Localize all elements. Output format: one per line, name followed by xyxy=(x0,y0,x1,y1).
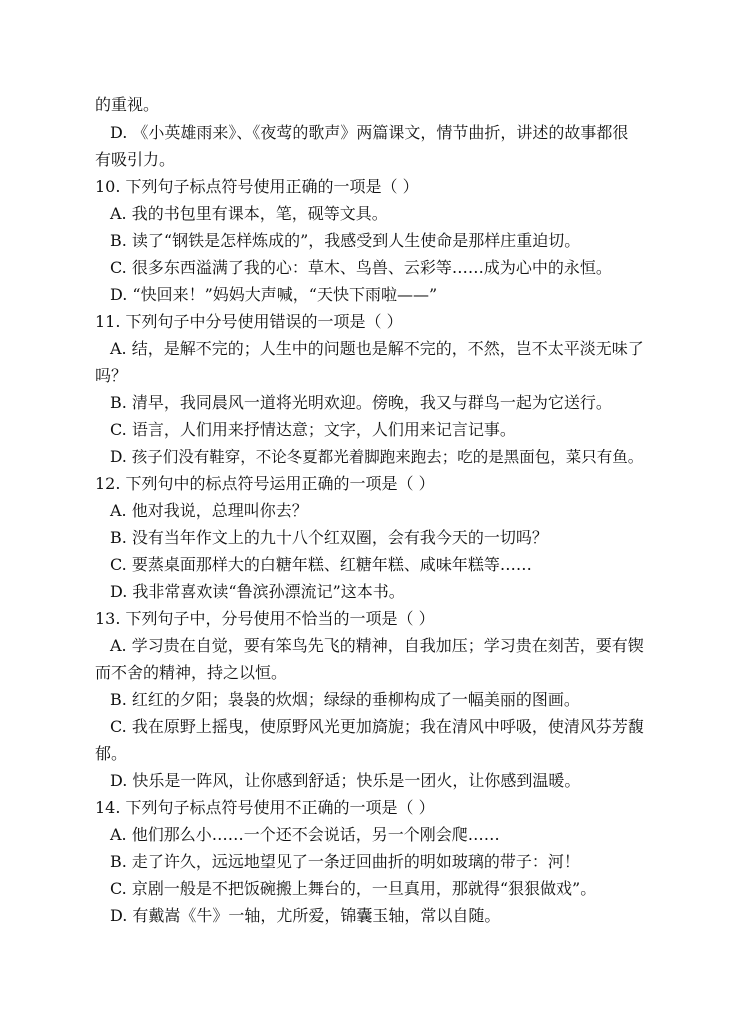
option-12b: B. 没有当年作文上的九十八个红双圈，会有我今天的一切吗？ xyxy=(110,528,548,547)
option-10d: D. “快回来！”妈妈大声喊，“天快下雨啦——” xyxy=(110,285,438,304)
text-line-continuation: 吗？ xyxy=(95,366,128,385)
option-13c: C. 我在原野上摇曳，使原野风光更加旖旎；我在清风中呼吸，使清风芬芳馥 xyxy=(110,717,644,736)
option-10c: C. 很多东西溢满了我的心：草木、鸟兽、云彩等……成为心中的永恒。 xyxy=(110,258,612,277)
option-12a: A. 他对我说，总理叫你去？ xyxy=(110,501,308,520)
question-13-stem: 13. 下列句子中，分号使用不恰当的一项是（ ） xyxy=(95,609,435,628)
text-line-continuation: 的重视。 xyxy=(95,95,160,114)
question-11-stem: 11. 下列句子中分号使用错误的一项是（ ） xyxy=(95,312,403,331)
option-14b: B. 走了许久，远远地望见了一条迂回曲折的明如玻璃的带子：河！ xyxy=(110,852,580,871)
option-11a: A. 结，是解不完的；人生中的问题也是解不完的，不然，岂不太平淡无味了 xyxy=(110,339,644,358)
text-line-continuation: 郁。 xyxy=(95,744,128,763)
option-14c: C. 京剧一般是不把饭碗搬上舞台的，一旦真用，那就得“狠狠做戏”。 xyxy=(110,879,597,898)
option-11b: B. 清早，我同晨风一道将光明欢迎。傍晚，我又与群鸟一起为它送行。 xyxy=(110,393,612,412)
option-10b: B. 读了“钢铁是怎样炼成的”，我感受到人生使命是那样庄重迫切。 xyxy=(110,231,581,250)
text-line-continuation: 而不舍的精神，持之以恒。 xyxy=(95,663,288,682)
option-9d: D. 《小英雄雨来》、《夜莺的歌声》两篇课文，情节曲折，讲述的故事都很 xyxy=(110,123,629,142)
option-12d: D. 我非常喜欢读“鲁滨孙漂流记”这本书。 xyxy=(110,582,405,601)
option-14d: D. 有戴嵩《牛》一轴，尤所爱，锦囊玉轴，常以自随。 xyxy=(110,906,501,925)
option-13d: D. 快乐是一阵风，让你感到舒适；快乐是一团火，让你感到温暖。 xyxy=(110,771,581,790)
option-10a: A. 我的书包里有课本，笔，砚等文具。 xyxy=(110,204,388,223)
question-14-stem: 14. 下列句子标点符号使用不正确的一项是（ ） xyxy=(95,798,435,817)
option-13b: B. 红红的夕阳；袅袅的炊烟；绿绿的垂柳构成了一幅美丽的图画。 xyxy=(110,690,580,709)
option-11d: D. 孩子们没有鞋穿，不论冬夏都光着脚跑来跑去；吃的是黑面包，菜只有鱼。 xyxy=(110,448,644,466)
option-11c: C. 语言，人们用来抒情达意；文字，人们用来记言记事。 xyxy=(110,420,516,439)
option-13a: A. 学习贵在自觉，要有笨鸟先飞的精神，自我加压；学习贵在刻苦，要有锲 xyxy=(110,636,644,655)
option-14a: A. 他们那么小……一个还不会说话，另一个刚会爬…… xyxy=(110,825,500,844)
option-12c: C. 要蒸桌面那样大的白糖年糕、红糖年糕、咸味年糕等…… xyxy=(110,555,532,574)
question-12-stem: 12. 下列句中的标点符号运用正确的一项是（ ） xyxy=(95,474,435,493)
question-10-stem: 10. 下列句子标点符号使用正确的一项是（ ） xyxy=(95,177,419,196)
text-line-continuation: 有吸引力。 xyxy=(95,150,176,169)
